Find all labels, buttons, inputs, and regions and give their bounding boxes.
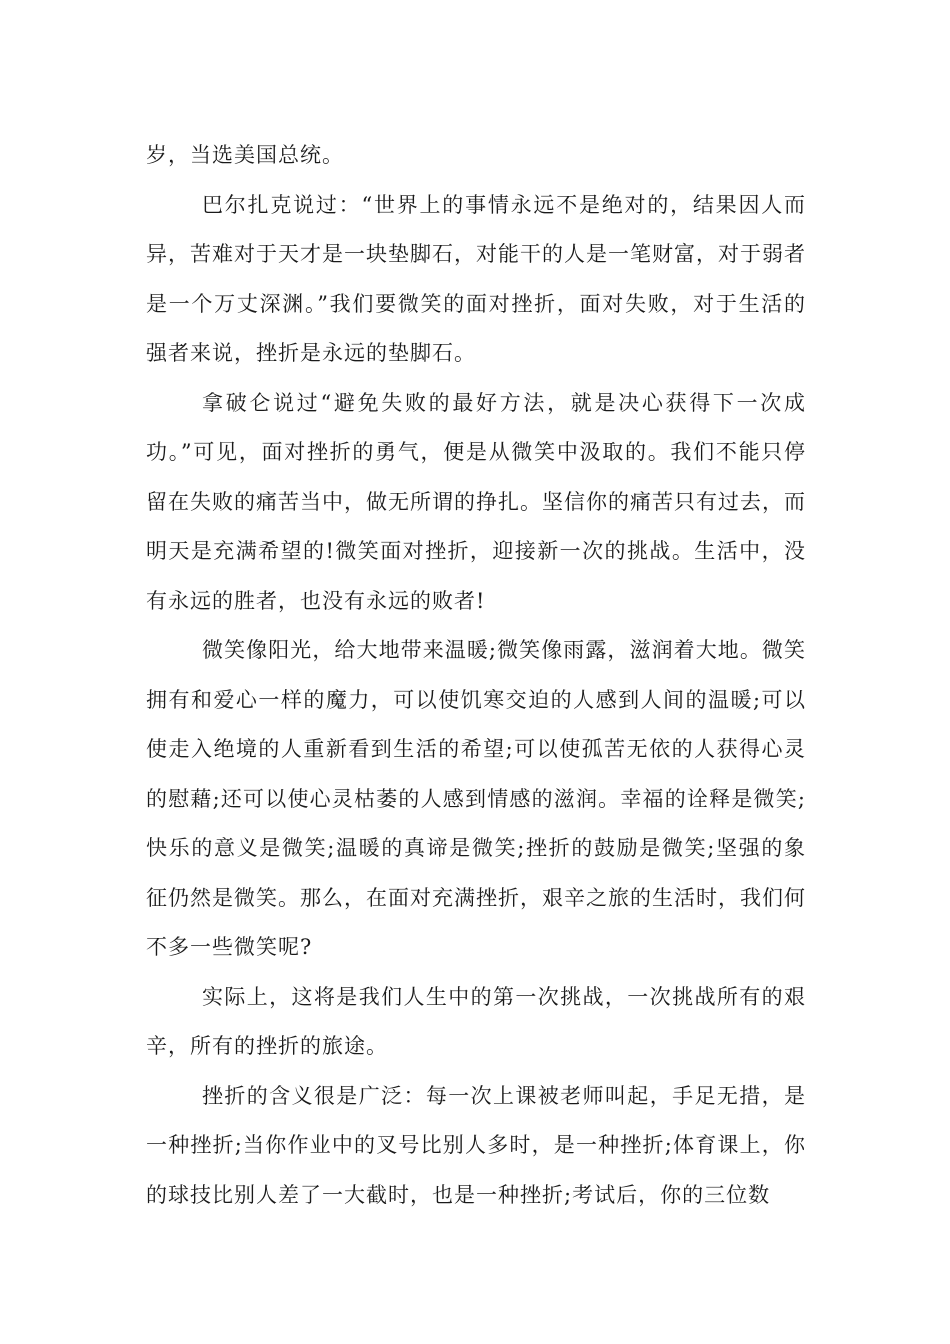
paragraph-first-challenge: 实际上，这将是我们人生中的第一次挑战，一次挑战所有的艰辛，所有的挫折的旅途。 — [146, 984, 806, 1058]
document-body — [146, 131, 806, 1220]
paragraph-smile-like-sunshine: 微笑像阳光，给大地带来温暖;微笑像雨露，滋润着大地。微笑拥有和爱心一样的魔力，可以使饥寒交迫的人感到人间的温暖;可以使走入绝境的人重新看到生活的希望;可以使孤苦无依的人获得心灵的慰藉;还可以使心灵枯萎的人感到情感的滋润。幸福的诠释是微笑;快乐的意义是微笑;温暖的真谛是微笑;挫折的鼓励是微笑;坚强的象征仍然是微笑。那么，在面对充满挫折，艰辛之旅的生活时，我们何不多一些微笑呢? — [146, 638, 806, 959]
paragraph-balzac-quote: 巴尔扎克说过：“世界上的事情永远不是绝对的，结果因人而异，苦难对于天才是一块垫脚石，对能干的人是一笔财富，对于弱者是一个万丈深渊。”我们要微笑的面对挫折，面对失败，对于生活的强者来说，挫折是永远的垫脚石。 — [146, 192, 806, 365]
paragraph-napoleon-quote: 拿破仑说过“避免失败的最好方法，就是决心获得下一次成功。”可见，面对挫折的勇气，便是从微笑中汲取的。我们不能只停留在失败的痛苦当中，做无所谓的挣扎。坚信你的痛苦只有过去，而明天是充满希望的!微笑面对挫折，迎接新一次的挑战。生活中，没有永远的胜者，也没有永远的败者! — [146, 390, 806, 613]
paragraph-continuation: 岁，当选美国总统。 — [146, 143, 344, 167]
paragraph-meaning-of-setbacks: 挫折的含义很是广泛：每一次上课被老师叫起，手足无措，是一种挫折;当你作业中的叉号比别人多时，是一种挫折;体育课上，你的球技比别人差了一大截时，也是一种挫折;考试后，你的三位数 — [146, 1083, 806, 1207]
